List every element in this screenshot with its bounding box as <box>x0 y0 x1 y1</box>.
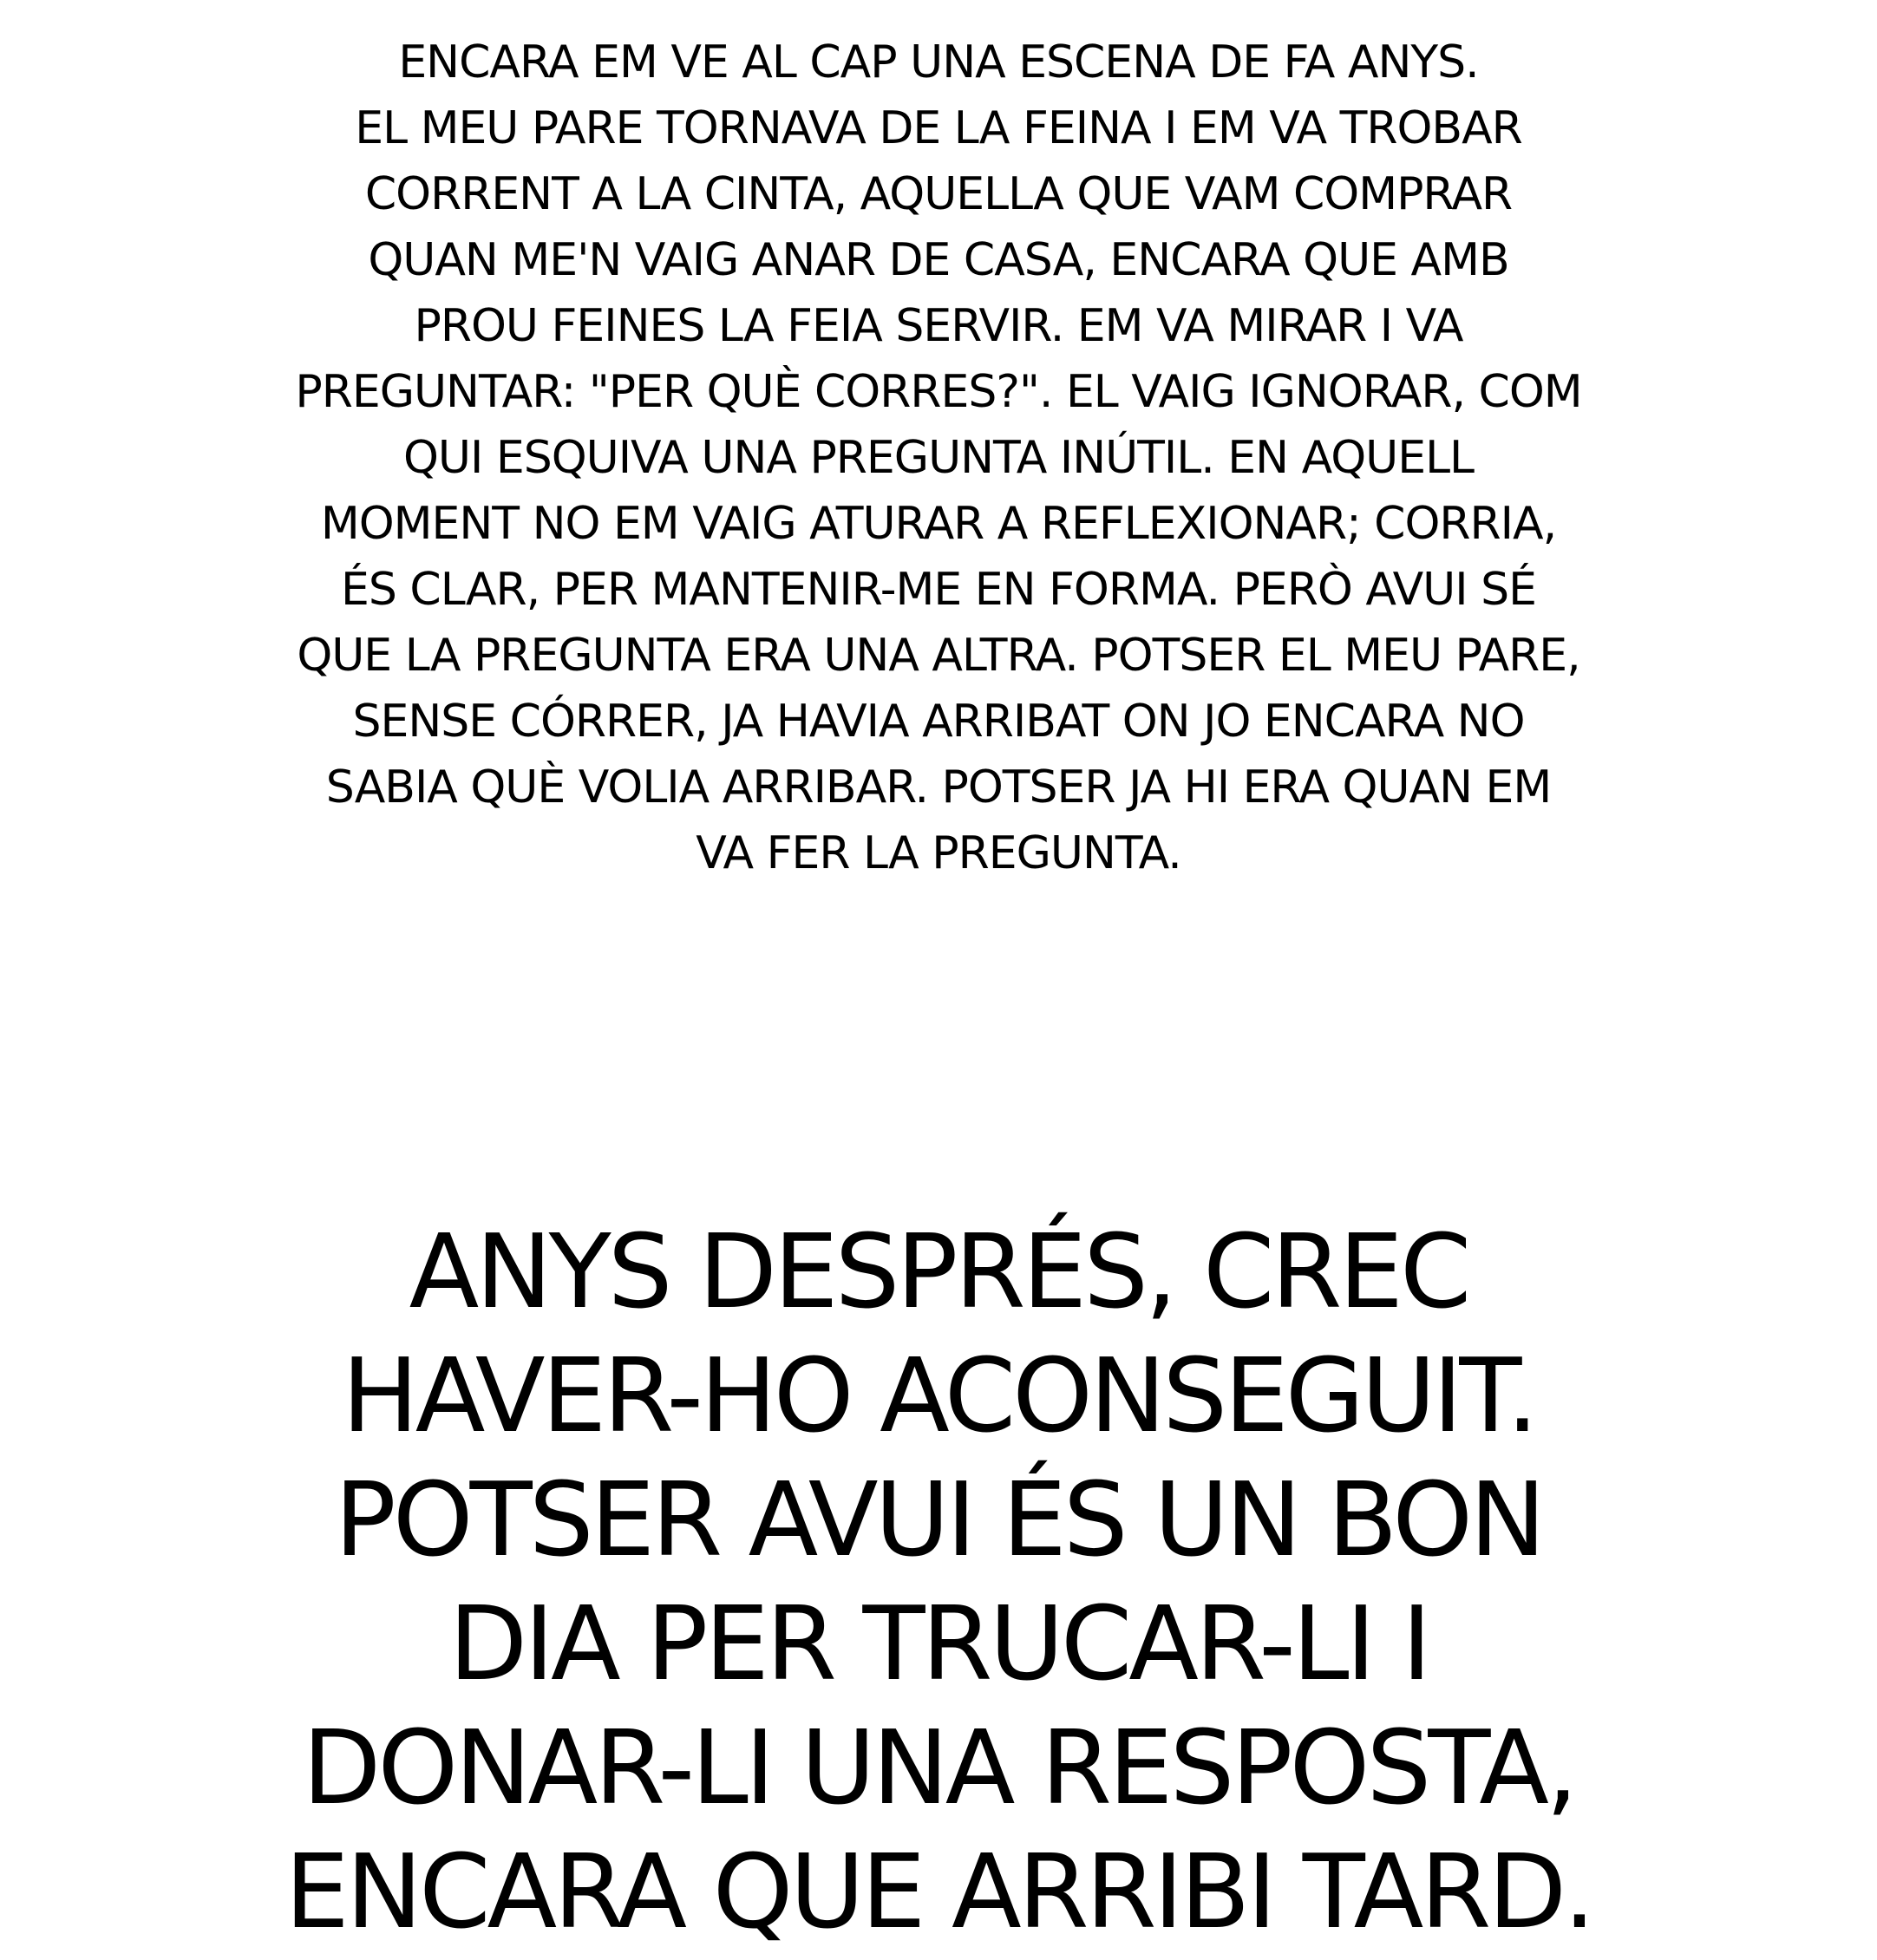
intro-line: CORRENT A LA CINTA, AQUELLA QUE VAM COMPRAR <box>364 168 1513 220</box>
intro-line: SENSE CÓRRER, JA HAVIA ARRIBAT ON JO ENCARA NO <box>352 696 1525 748</box>
closing-line: DIA PER TRUCAR-LI I <box>448 1584 1429 1703</box>
intro-line: MOMENT NO EM VAIG ATURAR A REFLEXIONAR; CORRIA, <box>320 498 1557 550</box>
intro-line: ÉS CLAR, PER MANTENIR-ME EN FORMA. PERÒ AVUI SÉ <box>341 564 1536 616</box>
closing-line: ENCARA QUE ARRIBI TARD. <box>284 1832 1593 1951</box>
intro-line: PROU FEINES LA FEIA SERVIR. EM VA MIRAR I VA <box>414 300 1463 352</box>
intro-paragraph <box>130 29 1747 886</box>
intro-line: EL MEU PARE TORNAVA DE LA FEINA I EM VA TROBAR <box>355 102 1522 154</box>
closing-line: DONAR-LI UNA RESPOSTA, <box>302 1708 1575 1827</box>
intro-line: VA FER LA PREGUNTA. <box>696 827 1181 879</box>
closing-statement <box>87 1210 1790 1954</box>
intro-line: QUAN ME'N VAIG ANAR DE CASA, ENCARA QUE AMB <box>368 234 1509 286</box>
closing-line: HAVER-HO ACONSEGUIT. <box>342 1336 1535 1455</box>
intro-line: SABIA QUÈ VOLIA ARRIBAR. POTSER JA HI ERA QUAN EM <box>325 761 1552 813</box>
intro-line: QUE LA PREGUNTA ERA UNA ALTRA. POTSER EL MEU PARE, <box>297 630 1580 682</box>
intro-line: PREGUNTAR: "PER QUÈ CORRES?". EL VAIG IGNORAR, COM <box>295 366 1582 418</box>
intro-line: QUI ESQUIVA UNA PREGUNTA INÚTIL. EN AQUELL <box>402 432 1475 484</box>
closing-line: POTSER AVUI ÉS UN BON <box>334 1460 1543 1579</box>
closing-line: ANYS DESPRÉS, CREC <box>409 1212 1468 1331</box>
intro-line: ENCARA EM VE AL CAP UNA ESCENA DE FA ANYS. <box>398 36 1479 88</box>
